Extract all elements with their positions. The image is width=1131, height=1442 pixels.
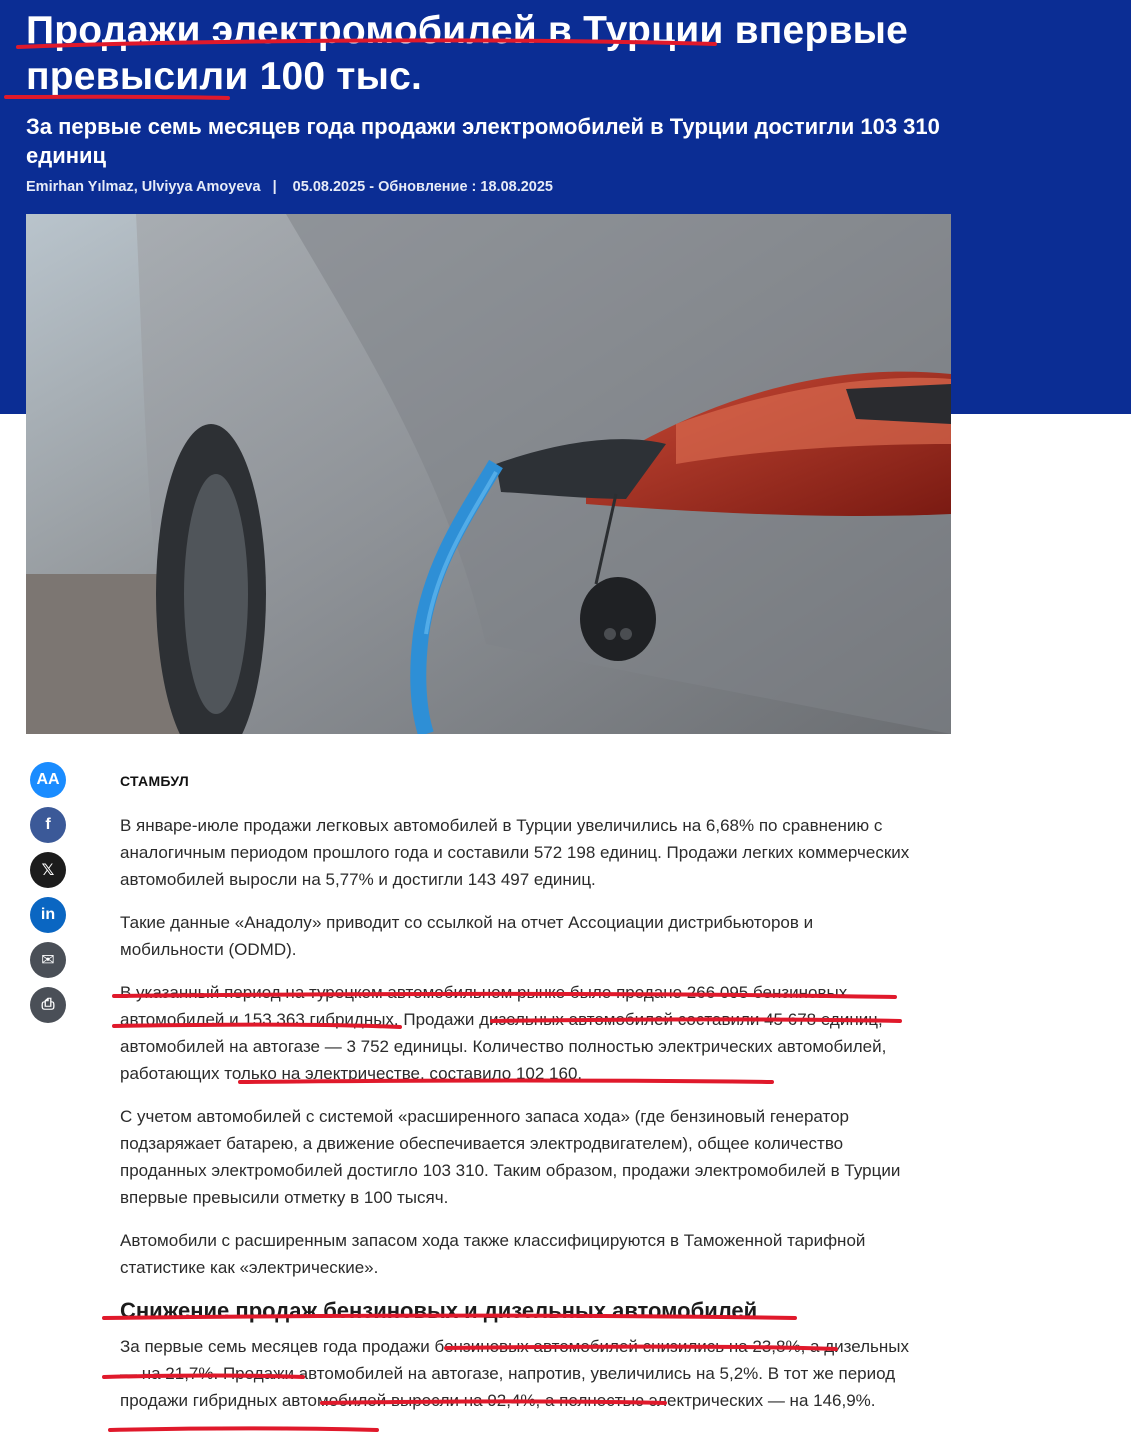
dateline: СТАМБУЛ <box>120 773 190 789</box>
x-icon[interactable] <box>30 852 66 888</box>
email-icon[interactable] <box>30 942 66 978</box>
article-photo <box>26 214 951 734</box>
x-label: 𝕏 <box>41 862 55 879</box>
publish-date: 05.08.2025 <box>292 179 366 195</box>
print-label: ⎙ <box>41 996 55 1013</box>
authors[interactable]: Emirhan Yılmaz, Ulviyya Amoyeva <box>26 179 261 195</box>
byline <box>26 179 553 195</box>
aa-logo-label: AA <box>36 771 60 788</box>
article-subtitle: За первые семь месяцев года продажи электромобилей в Турции достигли 103 310 единиц <box>26 114 940 168</box>
facebook-label: f <box>45 816 51 833</box>
paragraph-5: Автомобили с расширенным запасом хода также классифицируются в Таможенной тарифной статистике как «электрические». <box>120 1231 866 1277</box>
aa-logo-icon[interactable] <box>30 762 66 798</box>
updated-label: - Обновление : <box>369 179 477 195</box>
paragraph-3: В указанный период на турецком автомобильном рынке было продано 266 095 бензиновых автомобилей и 153 363 гибридных. Продажи дизельных автомобилей составили 45 678 единиц, автомобилей на автогазе — 3 752 единицы. Количество полностью электрических автомобилей, работающих только на электричестве, составило 102 160. <box>120 983 887 1083</box>
article-body <box>120 768 910 1430</box>
facebook-icon[interactable] <box>30 807 66 843</box>
print-icon[interactable] <box>30 987 66 1023</box>
linkedin-icon[interactable] <box>30 897 66 933</box>
share-bar <box>30 762 66 1032</box>
paragraph-4: С учетом автомобилей с системой «расширенного запаса хода» (где бензиновый генератор подзаряжает батарею, а движение обеспечивается электродвигателем), общее количество проданных электромобилей достигло 103 310. Таким образом, продажи электромобилей в Турции впервые превысили отметку в 100 тысяч. <box>120 1107 901 1207</box>
page-title: Продажи электромобилей в Турции впервые превысили 100 тыс. <box>26 9 909 98</box>
byline-separator: | <box>272 179 277 195</box>
section-heading: Снижение продаж бензиновых и дизельных автомобилей <box>120 1298 758 1323</box>
updated-date: 18.08.2025 <box>480 179 553 195</box>
paragraph-1: В январе-июле продажи легковых автомобилей в Турции увеличились на 6,68% по сравнению с аналогичным периодом прошлого года и составили 572 198 единиц. Продажи легких коммерческих автомобилей выросли на 5,77% и достигли 143 497 единиц. <box>120 816 910 889</box>
email-label: ✉ <box>41 952 55 969</box>
ev-charging-illustration <box>26 214 951 734</box>
paragraph-2: Такие данные «Анадолу» приводит со ссылкой на отчет Ассоциации дистрибьюторов и мобильности (ODMD). <box>120 913 814 959</box>
paragraph-6: За первые семь месяцев года продажи бензиновых автомобилей снизились на 23,8%, а дизельных — на 21,7%. Продажи автомобилей на автогазе, напротив, увеличились на 5,2%. В тот же период продажи гибридных автомобилей выросли на 92,4%, а полностью электрических — на 146,9%. <box>120 1337 910 1410</box>
linkedin-label: in <box>40 906 56 923</box>
